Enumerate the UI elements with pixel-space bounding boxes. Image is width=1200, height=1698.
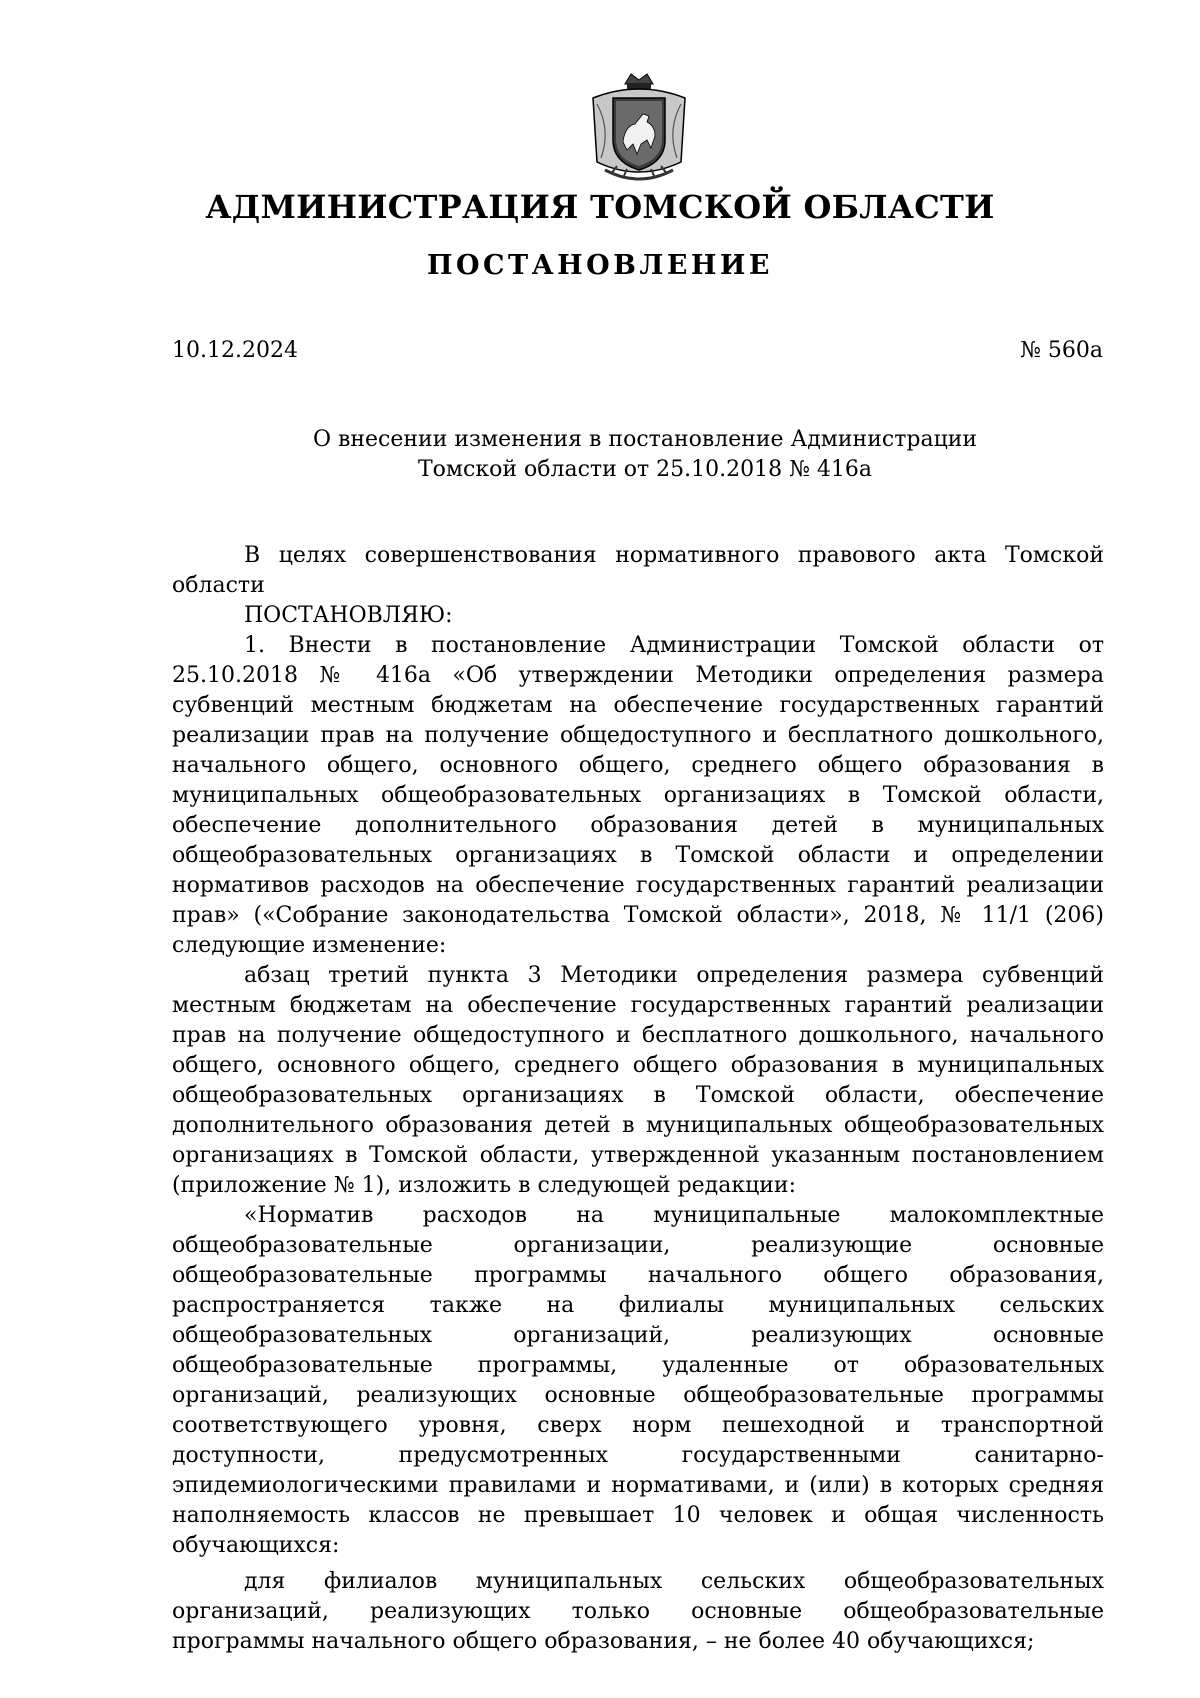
subject-line-2: Томской области от 25.10.2018 № 416а [417,457,873,482]
document-subject [250,425,1040,485]
coat-of-arms-icon [583,70,695,186]
document-number: № 560а [1020,338,1103,363]
paragraph-new-text: «Норматив расходов на муниципальные малокомплектные общеобразовательные организации, реализующие основные общеобразовательные программы начального общего образования, распространяется также на филиалы муниципальных сельских общеобразовательных организаций, реализующих основные общеобразовательные программы, удаленные от образовательных организаций, реализующих основные общеобразовательные программы соответствующего уровня, сверх норм пешеходной и транспортной доступности, предусмотренных государственными санитарно-эпидемиологическими правилами и нормативами, и (или) в которых средняя наполняемость классов не превышает 10 человек и общая численность обучающихся: [172,1203,1104,1558]
paragraph-amendment: абзац третий пункта 3 Методики определения размера субвенций местным бюджетам на обеспечение государственных гарантий реализации прав на получение общедоступного и бесплатного дошкольного, начального общего, основного общего, среднего общего образования в муниципальных общеобразовательных организациях в Томской области, обеспечение дополнительного образования детей в муниципальных общеобразовательных организациях в Томской области, утвержденной указанным постановлением (приложение № 1), изложить в следующей редакции: [172,963,1104,1198]
document-body [172,541,1104,1657]
document-date: 10.12.2024 [172,338,298,363]
organization-name: АДМИНИСТРАЦИЯ ТОМСКОЙ ОБЛАСТИ [205,188,995,226]
paragraph-item-1: 1. Внести в постановление Администрации Томской области от 25.10.2018 № 416а «Об утверждении Методики определения размера субвенций местным бюджетам на обеспечение государственных гарантий реализации прав на получение общедоступного и бесплатного дошкольного, начального общего, основного общего, среднего общего образования в муниципальных общеобразовательных организациях в Томской области, обеспечение дополнительного образования детей в муниципальных общеобразовательных организациях в Томской области и определении нормативов расходов на обеспечение государственных гарантий реализации прав» («Собрание законодательства Томской области», 2018, № 11/1 (206) следующие изменение: [172,633,1104,958]
document-type: ПОСТАНОВЛЕНИЕ [427,250,773,281]
subject-line-1: О внесении изменения в постановление Администрации [312,427,978,452]
paragraph-resolve: ПОСТАНОВЛЯЮ: [244,603,453,628]
paragraph-purpose: В целях совершенствования нормативного правового акта Томской области [172,543,1104,598]
paragraph-branches: для филиалов муниципальных сельских общеобразовательных организаций, реализующих только основные общеобразовательные программы начального общего образования, – не более 40 обучающихся; [172,1569,1104,1654]
